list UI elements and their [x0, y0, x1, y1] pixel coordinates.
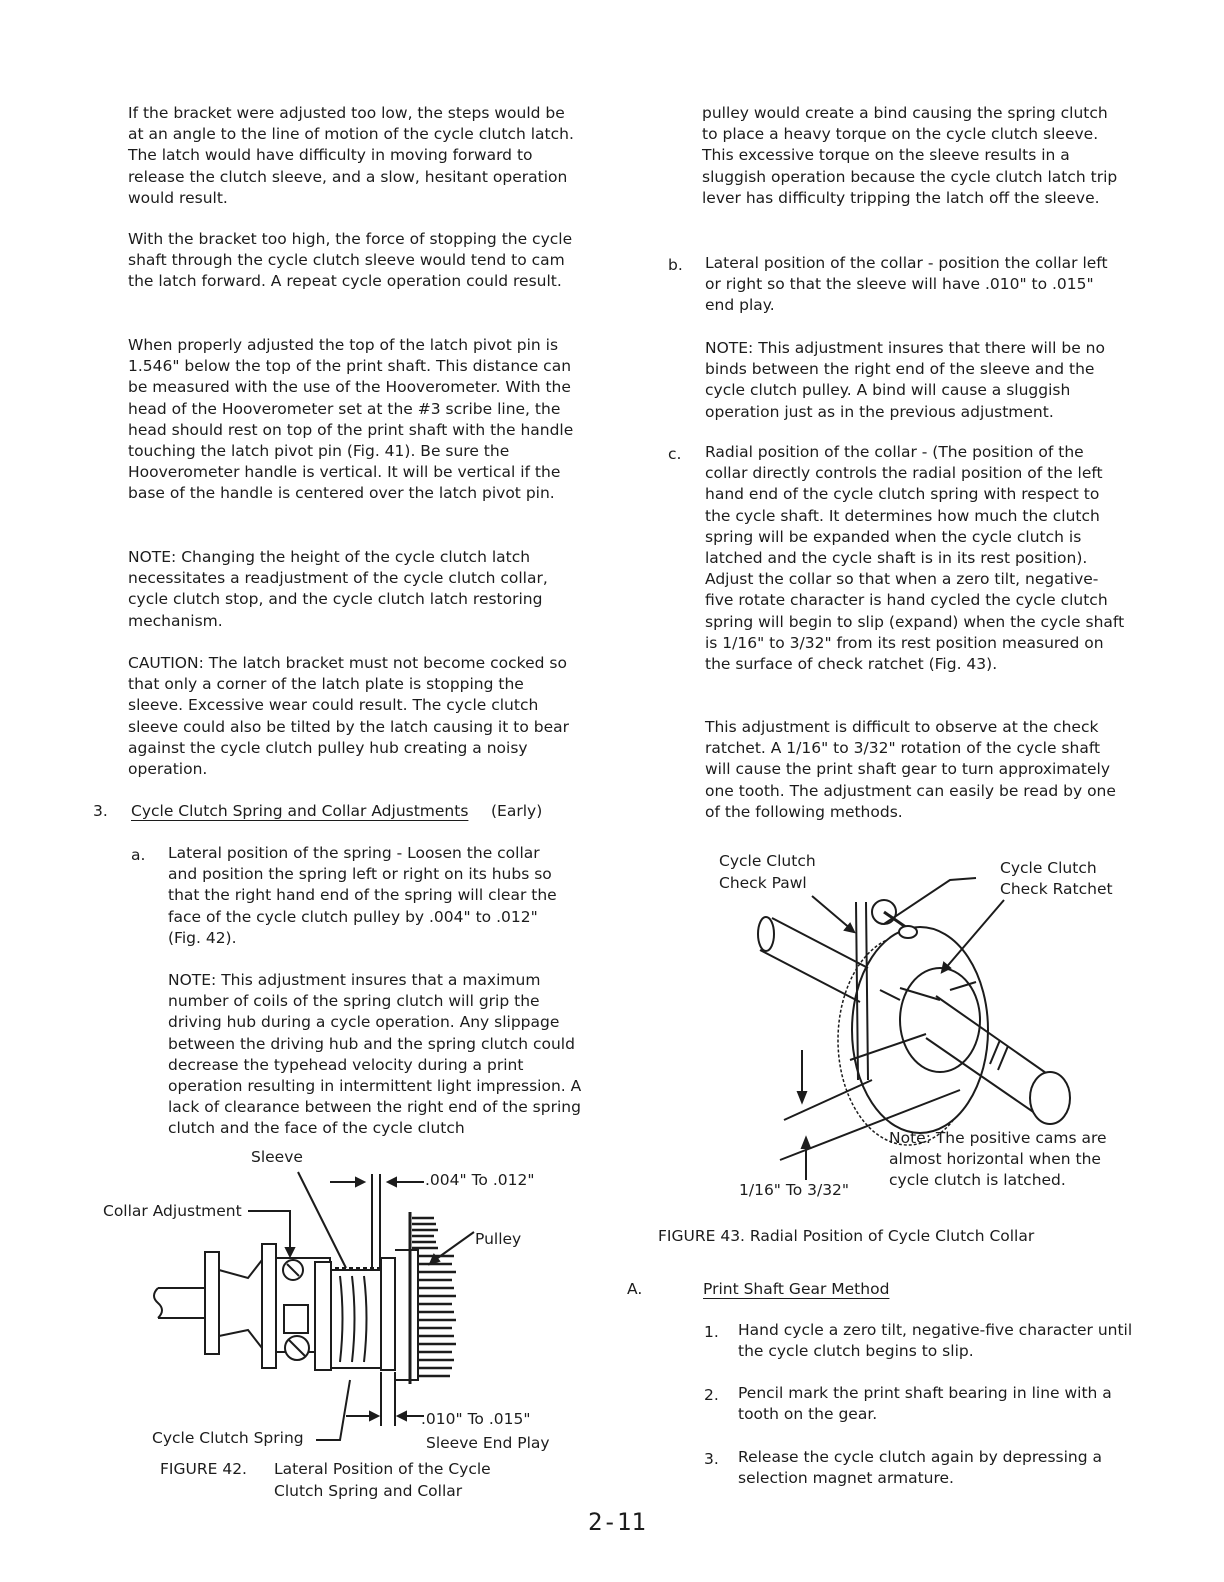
item-a-note: NOTE: This adjustment insures that a maximum number of coils of the spring clutch will grip the driving hub during a cycle operation. Any slippage between the driving hub and the spring clutch could decrease the typehead velocity during a print operation resulting in intermittent light impression. A lack of clearance between the right end of the spring clutch and the face of the cycle clutch [168, 971, 582, 1138]
fig43-note-line2: almost horizontal when the [889, 1150, 1101, 1168]
item-b-note: NOTE: This adjustment insures that there will be no binds between the right end of the sleeve and the cycle clutch pulley. A bind will cause a sluggish operation just as in the previous adjustment. [705, 339, 1105, 421]
fig43-note-line3: cycle clutch is latched. [889, 1171, 1066, 1189]
page-number: 2-11 [588, 1508, 646, 1536]
paragraph-proper-adjustment: When properly adjusted the top of the latch pivot pin is 1.546" below the top of the print shaft. This distance can be measured with the use of the Hooverometer. With the head of the Hooverometer set at the #3 scribe line, the head should rest on top of the print shaft with the handle touching the latch pivot pin (Fig. 41). Be sure the Hooverometer handle is vertical. It will be vertical if the base of the handle is centered over the latch pivot pin. [128, 336, 574, 503]
fig42-label-gap-top: .004" To .012" [425, 1171, 535, 1189]
item-a-label: a. [131, 846, 146, 864]
fig42-label-sleeve: Sleeve [251, 1148, 303, 1166]
note-latch-height: NOTE: Changing the height of the cycle clutch latch necessitates a readjustment of the cycle clutch collar, cycle clutch stop, and the cycle clutch latch restoring mechanism. [128, 548, 548, 630]
method-a-step-3-text: Release the cycle clutch again by depressing a selection magnet armature. [738, 1448, 1103, 1488]
item-a-text: Lateral position of the spring - Loosen the collar and position the spring left or right on its hubs so that the right hand end of the spring will clear the face of the cycle clutch pulley by .004" to .012" (Fig. 42). [168, 844, 557, 947]
caution-latch-bracket: CAUTION: The latch bracket must not become cocked so that only a corner of the latch plate is stopping the sleeve. Excessive wear could result. The cycle clutch sleeve could also be tilted by the latch causing it to bear against the cycle clutch pulley hub creating a noisy operation. [128, 654, 569, 779]
method-a-step-1-number: 1. [704, 1323, 719, 1341]
fig42-label-spring: Cycle Clutch Spring [152, 1429, 304, 1447]
paragraph-bracket-too-high: With the bracket too high, the force of stopping the cycle shaft through the cycle clutch sleeve would tend to cam the latch forward. A repeat cycle operation could result. [128, 230, 573, 291]
figure-42-caption-number: FIGURE 42. [160, 1460, 247, 1478]
item-b-label: b. [668, 256, 683, 274]
figure-42-caption-line2: Clutch Spring and Collar [274, 1482, 463, 1500]
method-a-step-3-number: 3. [704, 1450, 719, 1468]
paragraph-bracket-too-low: If the bracket were adjusted too low, the steps would be at an angle to the line of motion of the cycle clutch latch. The latch would have difficulty in moving forward to release the clutch sleeve, and a slow, hesitant operation would result. [128, 104, 574, 207]
section-3-title: Cycle Clutch Spring and Collar Adjustments [131, 802, 469, 820]
fig43-label-range: 1/16" To 3/32" [739, 1181, 850, 1199]
method-a-label: A. [627, 1280, 643, 1298]
item-c-text: Radial position of the collar - (The position of the collar directly controls the radial position of the left hand end of the cycle clutch spring with respect to the cycle shaft. It determines how much the clutch spring will be expanded when the cycle clutch is latched and the cycle shaft is in its rest position). Adjust the collar so that when a zero tilt, negative-five rotate character is hand cycled the cycle clutch spring will begin to slip (expand) when the cycle shaft is 1/16" to 3/32" from its rest position measured on the surface of check ratchet (Fig. 43). [705, 443, 1125, 674]
fig43-label-ratchet-line2: Check Ratchet [1000, 880, 1113, 898]
paragraph-pulley-bind: pulley would create a bind causing the spring clutch to place a heavy torque on the cycle clutch sleeve. This excessive torque on the sleeve results in a sluggish operation because the cycle clutch latch trip lever has difficulty tripping the latch off the sleeve. [702, 104, 1118, 207]
fig42-label-collar: Collar Adjustment [103, 1202, 242, 1220]
item-c-paragraph-2: This adjustment is difficult to observe at the check ratchet. A 1/16" to 3/32" rotation of the cycle shaft will cause the print shaft gear to turn approximately one tooth. The adjustment can easily be read by one of the following methods. [705, 718, 1116, 821]
section-3-suffix: (Early) [491, 802, 543, 820]
fig42-label-end-play: Sleeve End Play [426, 1434, 550, 1452]
fig43-label-ratchet-line1: Cycle Clutch [1000, 859, 1097, 877]
fig43-note-line1: Note: The positive cams are [889, 1129, 1107, 1147]
fig42-label-pulley: Pulley [475, 1230, 522, 1248]
method-a-title: Print Shaft Gear Method [703, 1280, 890, 1298]
method-a-step-1-text: Hand cycle a zero tilt, negative-five character until the cycle clutch begins to slip. [738, 1321, 1133, 1361]
fig43-label-pawl-line1: Cycle Clutch [719, 852, 816, 870]
item-c-label: c. [668, 445, 682, 463]
figure-43-caption: FIGURE 43. Radial Position of Cycle Clutch Collar [658, 1227, 1035, 1245]
section-3-number: 3. [93, 802, 108, 820]
fig42-label-gap-bottom: .010" To .015" [421, 1410, 531, 1428]
method-a-step-2-text: Pencil mark the print shaft bearing in line with a tooth on the gear. [738, 1384, 1112, 1424]
method-a-step-2-number: 2. [704, 1386, 719, 1404]
fig43-label-pawl-line2: Check Pawl [719, 874, 807, 892]
item-b-text: Lateral position of the collar - position the collar left or right so that the sleeve will have .010" to .015" end play. [705, 254, 1108, 315]
figure-42-caption-line1: Lateral Position of the Cycle [274, 1460, 491, 1478]
